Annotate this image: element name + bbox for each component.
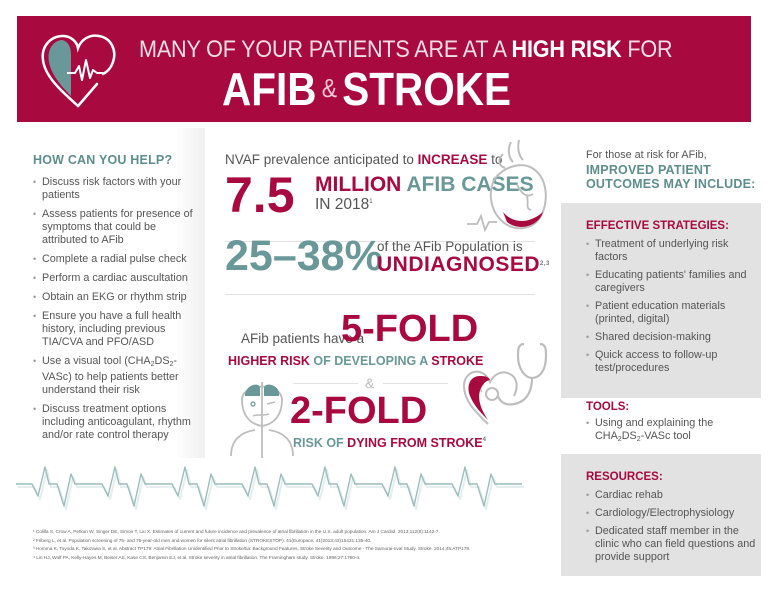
heart-stethoscope-icon xyxy=(460,336,552,426)
list-item: • Quick access to follow-up test/procedures xyxy=(586,349,758,375)
heart-ekg-icon xyxy=(37,26,119,110)
stat1-year-text: IN 2018 xyxy=(315,196,370,213)
stat2-label xyxy=(377,253,550,277)
reference-marker: 2,3 xyxy=(540,261,550,267)
stat1-intro-bold: INCREASE xyxy=(417,152,488,167)
reference-marker: 4 xyxy=(482,437,486,443)
stat1-intro xyxy=(225,152,502,167)
list-item: • Shared decision-making xyxy=(586,331,758,344)
stat2-undiagnosed: UNDIAGNOSED xyxy=(377,253,541,276)
list-item: • Treatment of underlying risk factors xyxy=(586,238,758,264)
resources-list xyxy=(586,489,758,569)
list-item xyxy=(33,355,203,397)
stat1-afib-cases: AFIB CASES xyxy=(406,173,534,196)
subscript: 2 xyxy=(150,361,155,368)
tool-item-suffix: -VASc) to help patients better understand their risk xyxy=(42,355,179,396)
tools-item-mid: DS xyxy=(621,430,637,442)
stat4-risk-of: RISK OF xyxy=(293,436,348,450)
list-item: • Cardiac rehab xyxy=(586,489,758,502)
divider xyxy=(383,383,448,384)
stat1-intro-prefix: NVAF prevalence anticipated to xyxy=(225,152,418,167)
subscript: 2 xyxy=(617,436,622,443)
banner-title xyxy=(222,62,511,116)
stat3-higher-risk: HIGHER RISK xyxy=(228,354,310,368)
stat1-number: 7.5 xyxy=(225,167,295,223)
stat4-label xyxy=(293,436,486,450)
strategies-list xyxy=(586,238,758,380)
stat1-year xyxy=(315,196,373,214)
resources-panel xyxy=(561,454,761,576)
tools-item-suffix: -VASc tool xyxy=(640,430,691,442)
header-banner xyxy=(17,16,751,122)
stat4-number: 2-FOLD xyxy=(290,390,428,432)
list-item: • Discuss risk factors with your patients xyxy=(33,176,203,202)
how-can-you-help-title: HOW CAN YOU HELP? xyxy=(33,153,173,167)
tool-item-prefix: Use a visual tool (CHA xyxy=(42,355,151,367)
list-item: • Assess patients for presence of symptoms that could be attributed to AFib xyxy=(33,208,203,247)
list-item: • Patient education materials (printed, digital) xyxy=(586,300,758,326)
resources-title: RESOURCES: xyxy=(586,471,663,483)
banner-title-amp: & xyxy=(321,73,337,103)
stat3-developing: OF DEVELOPING A xyxy=(309,354,432,368)
help-list xyxy=(33,176,203,448)
ampersand: & xyxy=(365,375,375,391)
reference-marker: 1 xyxy=(369,199,373,205)
list-item: • Obtain an EKG or rhythm strip xyxy=(33,291,203,304)
stat3-label xyxy=(228,354,483,368)
statistics-panel xyxy=(205,128,557,458)
banner-subtitle-suffix: FOR xyxy=(621,36,673,63)
effective-strategies-panel xyxy=(561,203,761,398)
list-item: • Perform a cardiac auscultation xyxy=(33,272,203,285)
divider xyxy=(293,383,358,384)
how-can-you-help-panel xyxy=(0,128,205,458)
list-item xyxy=(586,417,758,446)
list-item: • Dedicated staff member in the clinic who can field questions and provide support xyxy=(586,525,758,564)
list-item: • Discuss treatment options including anticoagulant, rhythm and/or rate control therapy xyxy=(33,403,203,442)
outcomes-title: IMPROVED PATIENT OUTCOMES MAY INCLUDE: xyxy=(586,163,756,191)
stat1-million: MILLION xyxy=(315,173,402,196)
stat3-stroke: STROKE xyxy=(431,354,484,368)
banner-subtitle xyxy=(139,36,672,64)
anatomical-heart-icon xyxy=(467,136,557,238)
ekg-line-decoration xyxy=(10,455,555,515)
stat3-intro: AFib patients have a xyxy=(241,331,365,346)
subscript: 2 xyxy=(636,436,641,443)
banner-title-afib: AFIB xyxy=(222,63,317,115)
reference-1: ¹ Colilla S, Crow A, Petkun W, Singer DE, Simon T, Liu X. Estimates of current and future incidence and prevalence of atrial fibrillation in the U.S. adult population. Am J Cardiol. 2013;112(8):1142-7. xyxy=(33,530,440,535)
list-item: • Complete a radial pulse check xyxy=(33,253,203,266)
outcomes-intro xyxy=(561,128,761,203)
list-item: • Educating patients' families and caregivers xyxy=(586,269,758,295)
reference-2: ² Friberg L, et al. Population screening of 75- and 76-year-old men and women for silent atrial fibrillation (STROKESTOP). 41(Europace. 41)2013;43)15431:135-40. xyxy=(33,538,372,544)
reference-3: ³ Homma K, Toyoda K, Takizawa S, et al. Abstract TP179: Atrial Fibrillation Unidentified Prior to Stroke/tia: Background Features, Stroke Severity and Outcome - The Samurai-nval Study. Stroke. 2014;45:ATP179. xyxy=(33,547,471,552)
stat2-text: of the AFib Population is xyxy=(377,239,523,254)
effective-strategies-title: EFFECTIVE STRATEGIES: xyxy=(586,220,729,232)
stat3-number: 5-FOLD xyxy=(341,308,479,350)
tools-list xyxy=(586,417,758,451)
tool-item-mid: DS xyxy=(154,355,170,367)
banner-subtitle-prefix: MANY OF YOUR PATIENTS ARE AT A xyxy=(139,36,512,63)
divider xyxy=(225,294,535,295)
reference-4: ⁴ Lin HJ, Wolf PA, Kelly-Hayes M, Beiser AS, Kase CS, Benjamin EJ, et al. Stroke severity in atrial fibrillation. The Framingham study. Stroke. 1996;27:1760-4. xyxy=(33,555,361,561)
stroke-patient-icon xyxy=(227,370,297,458)
references xyxy=(33,529,553,563)
stat2-number: 25–38% xyxy=(225,232,383,280)
subscript: 2 xyxy=(169,361,174,368)
outcomes-intro-text: For those at risk for AFib, xyxy=(586,149,707,161)
banner-subtitle-bold: HIGH RISK xyxy=(511,36,622,63)
stat1-intro-suffix: to xyxy=(487,152,503,167)
tools-panel xyxy=(561,398,761,454)
tools-item-prefix: Using and explaining the CHA xyxy=(595,417,714,442)
tools-title: TOOLS: xyxy=(586,401,630,413)
stat4-dying: DYING FROM STROKE xyxy=(347,436,483,450)
list-item: • Cardiology/Electrophysiology xyxy=(586,507,758,520)
list-item: • Ensure you have a full health history, including previous TIA/CVA and PFO/ASD xyxy=(33,310,203,349)
banner-title-stroke: STROKE xyxy=(342,63,511,115)
